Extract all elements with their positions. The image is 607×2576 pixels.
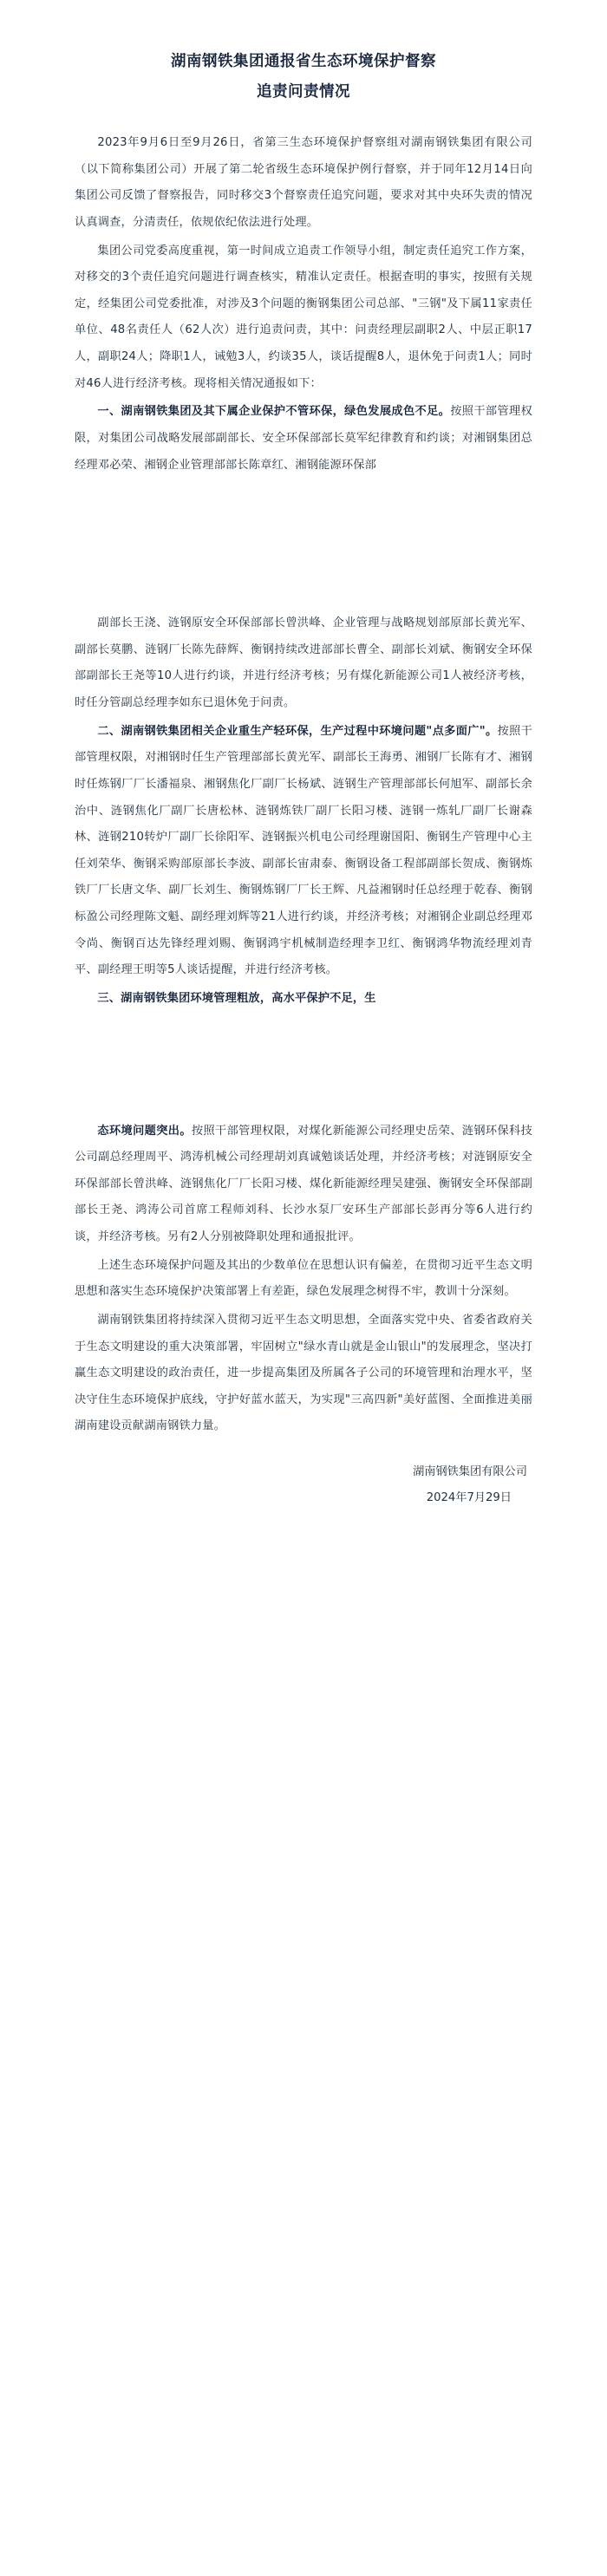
paragraph-2: 集团公司党委高度重视，第一时间成立追责工作领导小组，制定责任追究工作方案，对移交的3个责任追究问题进行调查核实，精准认定责任。根据查明的事实，按照有关规定，经集团公司党委批准，对涉及3个问题的衡钢集团公司总部、"三钢"及下属11家责任单位、48名责任人（62人次）进行追责问责，其中：问责经理层副职2人、中层正职17人，副职24人；降职1人，诫勉3人，约谈35人，谈话提醒8人，退休免于问责1人；同时对46人进行经济考核。现将相关情况通报如下： [75,244,532,390]
signature-company: 湖南钢铁集团有限公司 [413,1465,527,1478]
blank-gap-2 [75,1014,532,1118]
paragraph-1: 2023年9月6日至9月26日，省第三生态环境保护督察组对湖南钢铁集团有限公司（以下简称集团公司）开展了第二轮省级生态环境保护例行督察，并于同年12月14日向集团公司反馈了督察报告，同时移交3个督察责任追究问题，要求对其中央环失责的情况认真调查，分清责任，依规依纪依法进行处理。 [75,136,532,229]
paragraph-5-section-two: 二、湖南钢铁集团相关企业重生产轻环保，生产过程中环境问题"点多面广"。按照干部管理权限，对湘钢时任生产管理部部长黄光军、副部长王海勇、湘钢厂长陈有才、湘钢时任炼钢厂厂长潘福泉、湘钢焦化厂副厂长杨斌、涟钢生产管理部部长何旭军、副部长余治中、涟钢焦化厂副厂长唐松林、涟钢炼铁厂副厂长阳习楼、涟钢一炼轧厂副厂长谢森林、涟钢210转炉厂副厂长徐阳军、涟钢振兴机电公司经理谢国阳、衡钢生产管理中心主任刘荣华、衡钢采购部原部长李波、副部长宙肃泰、衡钢设备工程部副部长贺成、衡钢炼铁厂厂长唐文华、副厂长刘生、衡钢炼钢厂厂长王辉、凡益湘钢时任总经理于乾春、衡钢标盈公司经理陈文魁、副经理刘辉等21人进行约谈，并经济考核；对湘钢企业副总经理邓令尚、衡钢百达先锋经理刘赐、衡钢鸿宇机械制造经理李卫红、衡钢鸿华物流经理刘青平、副经理王明等5人谈话提醒，并进行经济考核。 [75,724,532,977]
paragraph-8: 上述生态环境保护问题及其出的少数单位在思想认识有偏差，在贯彻习近平生态文明思想和落实生态环境保护决策部署上有差距，绿色发展理念树得不牢，教训十分深刻。 [75,1258,532,1299]
paragraph-6-section-three: 三、湖南钢铁集团环境管理粗放，高水平保护不足，生 [97,991,376,1005]
title-line-1: 湖南钢铁集团通报省生态环境保护督察 [171,53,436,70]
paragraph-7: 态环境问题突出。按照干部管理权限，对煤化新能源公司经理史岳荣、涟钢环保科技公司副总经理周平、鸿涛机械公司经理胡刘真诚勉谈话处理，并经济考核；对涟钢原安全环保部部长曾洪峰、涟钢焦化厂厂长阳习楼、煤化新能源经理吴建强、衡钢安全环保部副部长王尧、鸿涛公司首席工程师刘科、长沙水泵厂安环生产部部长彭再分等6人进行约谈，并经济考核。另有2人分别被降职处理和通报批评。 [75,1124,532,1243]
signature-block [75,1459,532,1512]
paragraph-4: 副部长王浇、涟钢原安全环保部部长曾洪峰、企业管理与战略规划部原部长黄光军、副部长莫鹏、涟钢厂长陈先薛辉、衡钢持续改进部部长曹全、副部长刘斌、衡钢安全环保部副部长王尧等10人进行约谈，并进行经济考核；另有煤化新能源公司1人被经济考核，时任分管副总经理李如东已退休免于问责。 [75,616,532,709]
blank-gap-1 [75,480,532,610]
title-line-2: 追责问责情况 [257,83,350,101]
page-title [75,47,532,108]
signature-date: 2024年7月29日 [426,1491,512,1505]
paragraph-9: 湖南钢铁集团将持续深入贯彻习近平生态文明思想，全面落实党中央、省委省政府关于生态文明建设的重大决策部署，牢固树立"绿水青山就是金山银山"的发展理念，坚决打赢生态文明建设的政治责任，进一步提高集团及所属各子公司的环境管理和治理水平，坚决守住生态环境保护底线，守护好蓝水蓝天，为实现"三高四新"美好蓝图、全面推进美丽湖南建设贡献湖南钢铁力量。 [75,1313,532,1433]
paragraph-3-section-one: 一、湖南钢铁集团及其下属企业保护不管环保，绿色发展成色不足。按照干部管理权限，对集团公司战略发展部副部长、安全环保部部长莫军纪律教育和约谈；对湘钢集团总经理邓必荣、湘钢企业管理部部长陈章红、湘钢能源环保部 [75,405,532,472]
